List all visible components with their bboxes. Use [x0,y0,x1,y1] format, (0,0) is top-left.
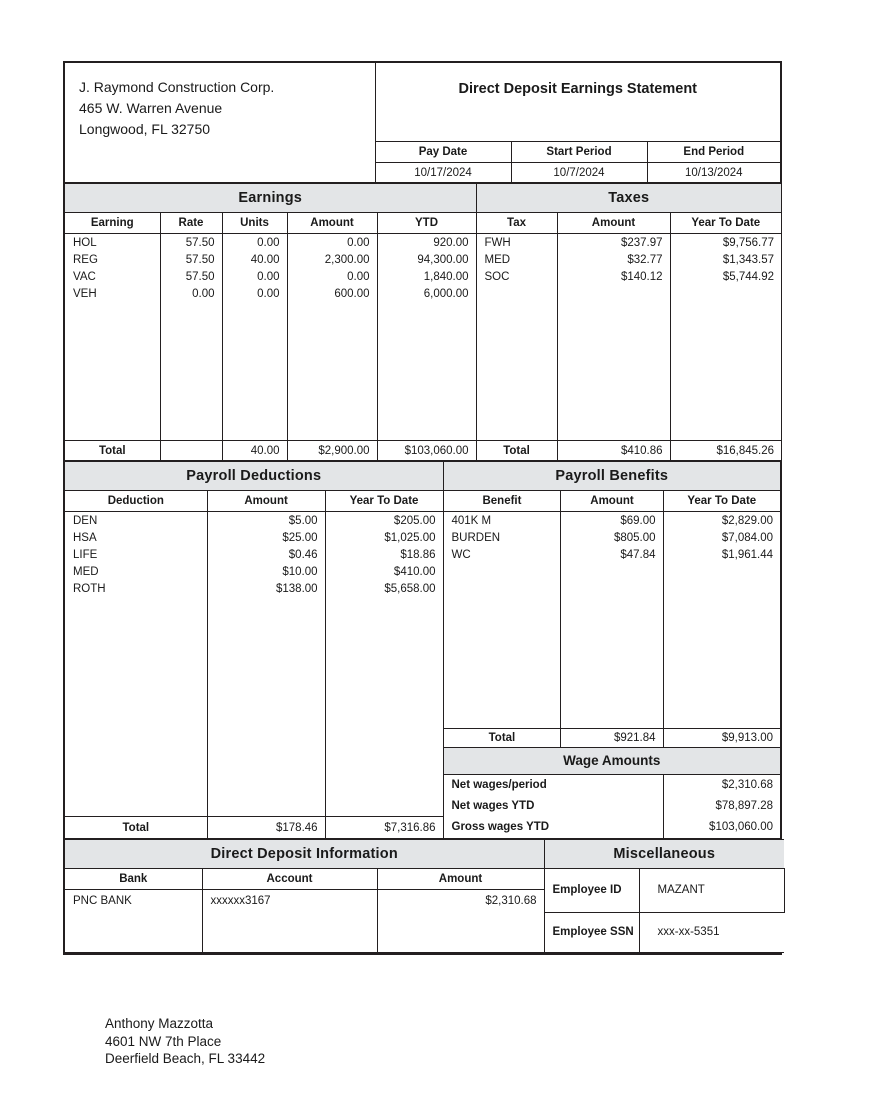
direct-deposit-section-title: Direct Deposit Information [65,840,544,869]
deduction-amount: $10.00 [207,563,325,580]
earning-name: REG [65,251,160,268]
taxes-col-ytd: Year To Date [670,213,781,234]
earnings-section-title: Earnings [65,184,476,213]
deductions-spacer-amount-4 [207,795,325,817]
earnings-total-rate [160,441,222,461]
table-row [65,546,780,563]
deductions-filler-ytd [325,597,443,728]
dd-col-amount: Amount [377,869,544,890]
table-row [65,285,781,302]
earnings-col-rate: Rate [160,213,222,234]
dd-account: xxxxxx3167 [202,890,377,913]
earnings-col-units: Units [222,213,287,234]
benefits-total-ytd: $9,913.00 [663,728,780,747]
wage-row [65,795,780,817]
benefits-section-title: Payroll Benefits [443,462,780,491]
taxes-total-amount: $410.86 [557,441,670,461]
taxes-col-amount: Amount [557,213,670,234]
deductions-section-title: Payroll Deductions [65,462,443,491]
company-name: J. Raymond Construction Corp. [79,79,275,95]
employee-id-value: MAZANT [639,869,784,913]
table-row [65,529,780,546]
earnings-total-units: 40.00 [222,441,287,461]
deductions-spacer-amount [207,728,325,747]
benefit-amount: $69.00 [561,512,663,530]
deduction-name: DEN [65,512,207,530]
earnings-filler-rate [160,302,222,441]
deductions-filler-amount [207,597,325,728]
dd-bank: PNC BANK [65,890,202,913]
pay-date-header: Pay Date [375,142,511,163]
dd-filler-amount [377,912,544,953]
wage-label: Gross wages YTD [443,817,663,839]
earning-rate: 0.00 [160,285,222,302]
taxes-filler-ytd [670,302,781,441]
earning-amount: 2,300.00 [287,251,377,268]
deductions-spacer-ytd [325,728,443,747]
earning-rate: 57.50 [160,251,222,268]
earning-rate: 57.50 [160,234,222,252]
employee-address-block [105,1015,265,1068]
company-address-block [65,63,375,183]
wage-label: Net wages/period [443,774,663,795]
deductions-spacer-name [65,728,207,747]
deductions-spacer-name-2 [65,747,207,774]
start-period-value: 10/7/2024 [511,163,647,183]
benefits-filler-ytd [663,597,780,728]
benefits-col-ytd: Year To Date [663,491,780,512]
earning-rate: 57.50 [160,268,222,285]
deductions-col-ytd: Year To Date [325,491,443,512]
employee-id-label: Employee ID [544,869,639,913]
deductions-total-ytd: $7,316.86 [325,817,443,839]
wage-row [65,774,780,795]
earnings-total-label: Total [65,441,160,461]
earning-amount: 0.00 [287,234,377,252]
wage-value: $103,060.00 [663,817,780,839]
deductions-spacer-ytd-2 [325,747,443,774]
earnings-total-ytd: $103,060.00 [377,441,476,461]
tax-ytd: $1,343.57 [670,251,781,268]
benefit-name: 401K M [443,512,561,530]
deductions-spacer-ytd-4 [325,795,443,817]
earning-units: 0.00 [222,234,287,252]
tax-name [476,285,557,302]
tax-name: MED [476,251,557,268]
deductions-spacer-ytd-3 [325,774,443,795]
tax-ytd: $9,756.77 [670,234,781,252]
direct-deposit-misc-section [65,839,785,953]
benefit-amount [561,580,663,597]
benefits-col-amount: Amount [561,491,663,512]
totals-row [65,441,781,461]
employee-city-state-zip: Deerfield Beach, FL 33442 [105,1051,266,1066]
benefit-name [443,563,561,580]
table-filler-row [65,302,781,441]
benefit-ytd [663,580,780,597]
deduction-amount: $0.46 [207,546,325,563]
taxes-total-label: Total [476,441,557,461]
table-row [65,234,781,252]
earning-units: 40.00 [222,251,287,268]
earnings-col-earning: Earning [65,213,160,234]
deduction-name: ROTH [65,580,207,597]
earnings-col-amount: Amount [287,213,377,234]
deduction-name: LIFE [65,546,207,563]
deductions-spacer-amount-2 [207,747,325,774]
tax-amount: $32.77 [557,251,670,268]
wage-value: $2,310.68 [663,774,780,795]
earning-ytd: 1,840.00 [377,268,476,285]
deductions-benefits-section [65,461,780,839]
deduction-amount: $25.00 [207,529,325,546]
deductions-totals-row [65,817,780,839]
earnings-filler-ytd [377,302,476,441]
deductions-col-amount: Amount [207,491,325,512]
end-period-value: 10/13/2024 [647,163,780,183]
deductions-spacer-name-3 [65,774,207,795]
table-row [65,580,780,597]
statement-header [65,63,780,183]
taxes-filler-tax [476,302,557,441]
tax-amount: $237.97 [557,234,670,252]
deduction-ytd: $18.86 [325,546,443,563]
wage-value: $78,897.28 [663,795,780,817]
earnings-col-ytd: YTD [377,213,476,234]
deduction-name: MED [65,563,207,580]
benefit-ytd: $2,829.00 [663,512,780,530]
tax-amount [557,285,670,302]
benefit-name: BURDEN [443,529,561,546]
earning-name: VEH [65,285,160,302]
earning-ytd: 94,300.00 [377,251,476,268]
company-street: 465 W. Warren Avenue [79,100,223,116]
benefit-ytd: $7,084.00 [663,529,780,546]
tax-amount: $140.12 [557,268,670,285]
benefits-col-benefit: Benefit [443,491,561,512]
earnings-filler-units [222,302,287,441]
earnings-filler-amount [287,302,377,441]
earnings-taxes-section [65,183,781,461]
deduction-ytd: $205.00 [325,512,443,530]
wage-amounts-section-title: Wage Amounts [443,747,780,774]
tax-name: FWH [476,234,557,252]
taxes-col-tax: Tax [476,213,557,234]
end-period-header: End Period [647,142,780,163]
deductions-spacer-amount-3 [207,774,325,795]
benefits-totals-row [65,728,780,747]
deduction-amount: $5.00 [207,512,325,530]
earnings-filler-earning [65,302,160,441]
tax-ytd: $5,744.92 [670,268,781,285]
deductions-spacer-name-4 [65,795,207,817]
taxes-section-title: Taxes [476,184,781,213]
dd-filler-account [202,912,377,953]
deductions-filler-name [65,597,207,728]
statement-title: Direct Deposit Earnings Statement [375,63,780,142]
employee-ssn-label: Employee SSN [544,912,639,953]
tax-name: SOC [476,268,557,285]
table-row [65,563,780,580]
dd-col-account: Account [202,869,377,890]
deductions-col-deduction: Deduction [65,491,207,512]
deductions-total-label: Total [65,817,207,839]
dd-amount: $2,310.68 [377,890,544,913]
benefits-filler-name [443,597,561,728]
deduction-name: HSA [65,529,207,546]
taxes-total-ytd: $16,845.26 [670,441,781,461]
earning-ytd: 6,000.00 [377,285,476,302]
table-row [65,268,781,285]
deduction-ytd: $1,025.00 [325,529,443,546]
deduction-ytd: $5,658.00 [325,580,443,597]
earnings-statement [63,61,782,955]
table-row [65,512,780,530]
earning-units: 0.00 [222,268,287,285]
earning-amount: 600.00 [287,285,377,302]
benefit-amount [561,563,663,580]
benefit-amount: $47.84 [561,546,663,563]
start-period-header: Start Period [511,142,647,163]
earning-ytd: 920.00 [377,234,476,252]
benefit-name [443,580,561,597]
company-city-state-zip: Longwood, FL 32750 [79,121,211,137]
earnings-total-amount: $2,900.00 [287,441,377,461]
dd-filler-bank [65,912,202,953]
earning-amount: 0.00 [287,268,377,285]
taxes-filler-amount [557,302,670,441]
pay-date-value: 10/17/2024 [375,163,511,183]
employee-street: 4601 NW 7th Place [105,1033,222,1049]
benefit-ytd [663,563,780,580]
earning-units: 0.00 [222,285,287,302]
table-filler-row [65,597,780,728]
benefit-name: WC [443,546,561,563]
benefits-filler-amount [561,597,663,728]
tax-ytd [670,285,781,302]
benefits-total-label: Total [443,728,561,747]
earning-name: HOL [65,234,160,252]
employee-ssn-value: xxx-xx-5351 [639,912,784,953]
deduction-amount: $138.00 [207,580,325,597]
benefit-ytd: $1,961.44 [663,546,780,563]
deduction-ytd: $410.00 [325,563,443,580]
benefit-amount: $805.00 [561,529,663,546]
earning-name: VAC [65,268,160,285]
table-row [65,251,781,268]
employee-name: Anthony Mazzotta [105,1016,214,1031]
benefits-total-amount: $921.84 [561,728,663,747]
deductions-total-amount: $178.46 [207,817,325,839]
wage-label: Net wages YTD [443,795,663,817]
dd-col-bank: Bank [65,869,202,890]
miscellaneous-section-title: Miscellaneous [544,840,784,869]
